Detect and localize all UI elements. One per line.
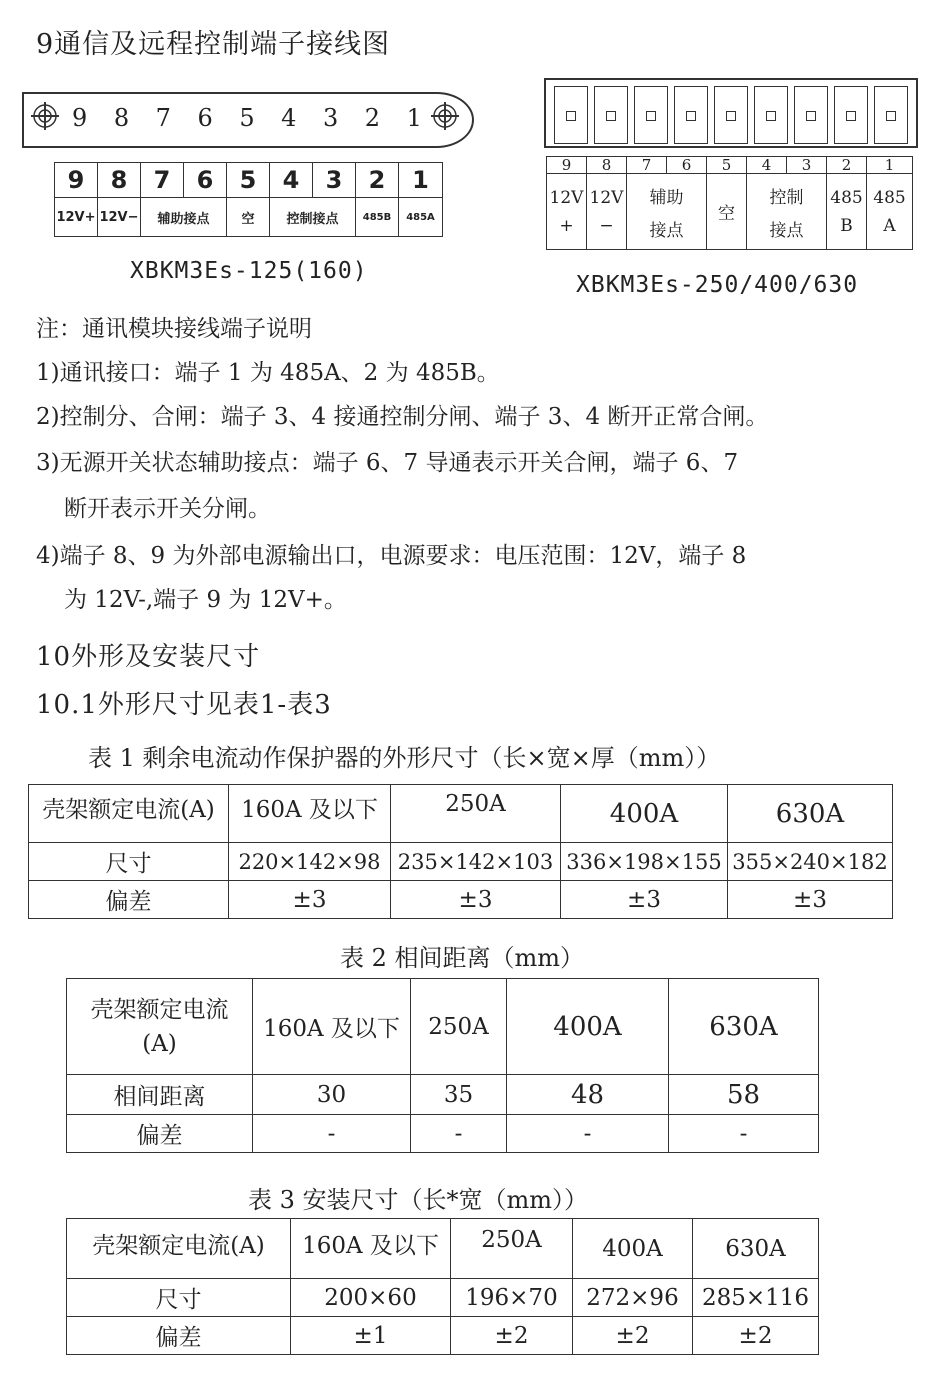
terminal-slot xyxy=(554,86,588,144)
terminal-slot xyxy=(874,86,908,144)
table-row xyxy=(67,979,819,1075)
terminal-label: 空 xyxy=(227,198,270,237)
terminal-label-line1: 12V xyxy=(549,187,584,208)
table-3-caption: 表 3 安装尺寸（长*宽（mm）） xyxy=(248,1186,589,1214)
terminal-label-line1: 控制 xyxy=(769,187,804,208)
table-cell: ±2 xyxy=(451,1317,573,1355)
table-row xyxy=(67,1219,819,1279)
table-cell: 偏差 xyxy=(67,1317,291,1355)
terminal-table-large xyxy=(546,156,913,250)
table-cell: 272×96 xyxy=(573,1279,693,1317)
table-cell: 48 xyxy=(507,1075,669,1115)
table-cell: ±3 xyxy=(229,881,391,919)
terminal-label: 485A xyxy=(399,198,443,237)
terminal-slot xyxy=(674,86,708,144)
table-cell: 336×198×155 xyxy=(561,843,728,881)
terminal-number: 9 xyxy=(55,163,98,198)
table-2-caption: 表 2 相间距离（mm） xyxy=(340,944,585,972)
section-9-title: 9通信及远程控制端子接线图 xyxy=(36,29,391,60)
strip-number: 4 xyxy=(281,104,297,132)
table-cell: 160A 及以下 xyxy=(229,785,391,843)
terminal-slot xyxy=(634,86,668,144)
table-row xyxy=(67,1075,819,1115)
terminal-number: 8 xyxy=(98,163,141,198)
terminal-number: 4 xyxy=(270,163,313,198)
terminal-table-small xyxy=(54,162,443,237)
table-cell: 35 xyxy=(411,1075,507,1115)
terminal-label-line2: B xyxy=(840,215,853,236)
table-1-caption: 表 1 剩余电流动作保护器的外形尺寸（长×宽×厚（mm）） xyxy=(88,744,721,772)
strip-number: 8 xyxy=(113,104,130,132)
terminal-label-line1: 辅助 xyxy=(649,187,684,208)
table-row xyxy=(29,843,893,881)
table-cell: 355×240×182 xyxy=(728,843,893,881)
table-cell: 壳架额定电流(A) xyxy=(29,785,229,843)
notes-heading: 注：通讯模块接线端子说明 xyxy=(36,316,312,342)
terminal-label: 12V− xyxy=(98,198,141,237)
strip-number: 6 xyxy=(197,104,213,132)
terminal-slots-large xyxy=(544,78,918,148)
table-cell: 220×142×98 xyxy=(229,843,391,881)
note-3-line1: 3)无源开关状态辅助接点：端子 6、7 导通表示开关合闸，端子 6、7 xyxy=(36,450,739,476)
terminal-number: 7 xyxy=(141,163,184,198)
model-name-small: XBKM3Es-125(160) xyxy=(130,258,368,284)
table-cell: 250A xyxy=(391,785,561,843)
table-cell: 400A xyxy=(573,1219,693,1279)
terminal-number: 9 xyxy=(547,157,587,174)
terminal-label-line2: 接点 xyxy=(769,220,804,241)
table-cell: - xyxy=(669,1115,819,1153)
strip-number: 7 xyxy=(155,104,171,132)
terminal-label: 辅助接点 xyxy=(141,198,227,237)
terminal-slot xyxy=(594,86,628,144)
table-cell: 630A xyxy=(693,1219,819,1279)
terminal-number: 1 xyxy=(399,163,443,198)
terminal-label-line1: 485 xyxy=(830,187,863,208)
table-cell: 630A xyxy=(669,979,819,1075)
terminal-label xyxy=(707,174,747,250)
table-cell: ±2 xyxy=(693,1317,819,1355)
screw-right-icon xyxy=(430,101,460,131)
strip-number: 1 xyxy=(406,104,422,132)
terminal-number: 3 xyxy=(787,157,827,174)
terminal-label xyxy=(547,174,587,250)
terminal-label-line1: 空 xyxy=(718,204,735,224)
strip-number: 3 xyxy=(322,104,339,132)
model-name-large: XBKM3Es-250/400/630 xyxy=(576,272,859,298)
terminal-number: 6 xyxy=(667,157,707,174)
table-cell: 250A xyxy=(411,979,507,1075)
table-row xyxy=(29,785,893,843)
terminal-number: 8 xyxy=(587,157,627,174)
terminal-label xyxy=(627,174,707,250)
terminal-number: 3 xyxy=(313,163,356,198)
section-10-title: 10外形及安装尺寸 xyxy=(36,642,261,672)
strip-number: 9 xyxy=(72,104,88,132)
terminal-number: 6 xyxy=(184,163,227,198)
table-cell: 160A 及以下 xyxy=(291,1219,451,1279)
table-cell: - xyxy=(507,1115,669,1153)
table-cell: 196×70 xyxy=(451,1279,573,1317)
table-cell: - xyxy=(411,1115,507,1153)
strip-number: 2 xyxy=(364,104,381,132)
terminal-label: 控制接点 xyxy=(270,198,356,237)
table-row xyxy=(67,1279,819,1317)
table-cell: ±1 xyxy=(291,1317,451,1355)
table-cell: 30 xyxy=(253,1075,411,1115)
terminal-label-line1: 485 xyxy=(873,187,906,208)
table-cell: 400A xyxy=(507,979,669,1075)
table-1 xyxy=(28,784,893,919)
terminal-label-line2: 接点 xyxy=(649,220,684,241)
terminal-slot xyxy=(714,86,748,144)
table-cell: 285×116 xyxy=(693,1279,819,1317)
table-cell: - xyxy=(253,1115,411,1153)
terminal-label-line2: − xyxy=(599,215,614,236)
table-cell: 相间距离 xyxy=(67,1075,253,1115)
table-row xyxy=(29,881,893,919)
terminal-number: 7 xyxy=(627,157,667,174)
terminal-number: 4 xyxy=(747,157,787,174)
table-cell: ±3 xyxy=(561,881,728,919)
strip-numbers-row xyxy=(72,104,422,132)
table-2 xyxy=(66,978,819,1153)
table-row xyxy=(67,1317,819,1355)
terminal-slot xyxy=(794,86,828,144)
table-cell: ±3 xyxy=(391,881,561,919)
terminal-slot xyxy=(834,86,868,144)
table-cell: 尺寸 xyxy=(29,843,229,881)
table-cell: 尺寸 xyxy=(67,1279,291,1317)
terminal-label-line2: A xyxy=(883,215,896,236)
table-cell: 160A 及以下 xyxy=(253,979,411,1075)
table-cell-line1: 壳架额定电流 xyxy=(90,996,229,1023)
table-cell: 250A xyxy=(451,1219,573,1279)
note-4-line1: 4)端子 8、9 为外部电源输出口，电源要求：电压范围：12V，端子 8 xyxy=(36,543,747,569)
terminal-label-line1: 12V xyxy=(589,187,624,208)
table-cell-line2: (A) xyxy=(142,1030,177,1057)
section-10-1-title: 10.1外形尺寸见表1-表3 xyxy=(36,690,332,720)
terminal-number: 2 xyxy=(356,163,399,198)
table-cell: 58 xyxy=(669,1075,819,1115)
terminal-slot xyxy=(754,86,788,144)
note-4-line2: 为 12V-,端子 9 为 12V+。 xyxy=(64,587,347,613)
terminal-number: 1 xyxy=(867,157,913,174)
note-2: 2)控制分、合闸：端子 3、4 接通控制分闸、端子 3、4 断开正常合闸。 xyxy=(36,404,769,430)
terminal-label xyxy=(587,174,627,250)
terminal-number: 5 xyxy=(707,157,747,174)
table-cell: ±3 xyxy=(728,881,893,919)
terminal-label-line2: + xyxy=(559,215,574,236)
terminal-number: 2 xyxy=(827,157,867,174)
terminal-number: 5 xyxy=(227,163,270,198)
terminal-label xyxy=(867,174,913,250)
terminal-label: 12V+ xyxy=(55,198,98,237)
table-cell xyxy=(67,979,253,1075)
table-cell: 630A xyxy=(728,785,893,843)
table-cell: 200×60 xyxy=(291,1279,451,1317)
terminal-label xyxy=(827,174,867,250)
table-3 xyxy=(66,1218,819,1355)
strip-number: 5 xyxy=(239,104,255,132)
table-cell: 壳架额定电流(A) xyxy=(67,1219,291,1279)
table-cell: 400A xyxy=(561,785,728,843)
terminal-label: 485B xyxy=(356,198,399,237)
table-cell: 偏差 xyxy=(67,1115,253,1153)
table-cell: 偏差 xyxy=(29,881,229,919)
note-1: 1)通讯接口：端子 1 为 485A、2 为 485B。 xyxy=(36,360,500,386)
table-cell: 235×142×103 xyxy=(391,843,561,881)
terminal-label xyxy=(747,174,827,250)
note-3-line2: 断开表示开关分闸。 xyxy=(64,496,271,522)
screw-left-icon xyxy=(30,101,60,131)
table-cell: ±2 xyxy=(573,1317,693,1355)
table-row xyxy=(67,1115,819,1153)
